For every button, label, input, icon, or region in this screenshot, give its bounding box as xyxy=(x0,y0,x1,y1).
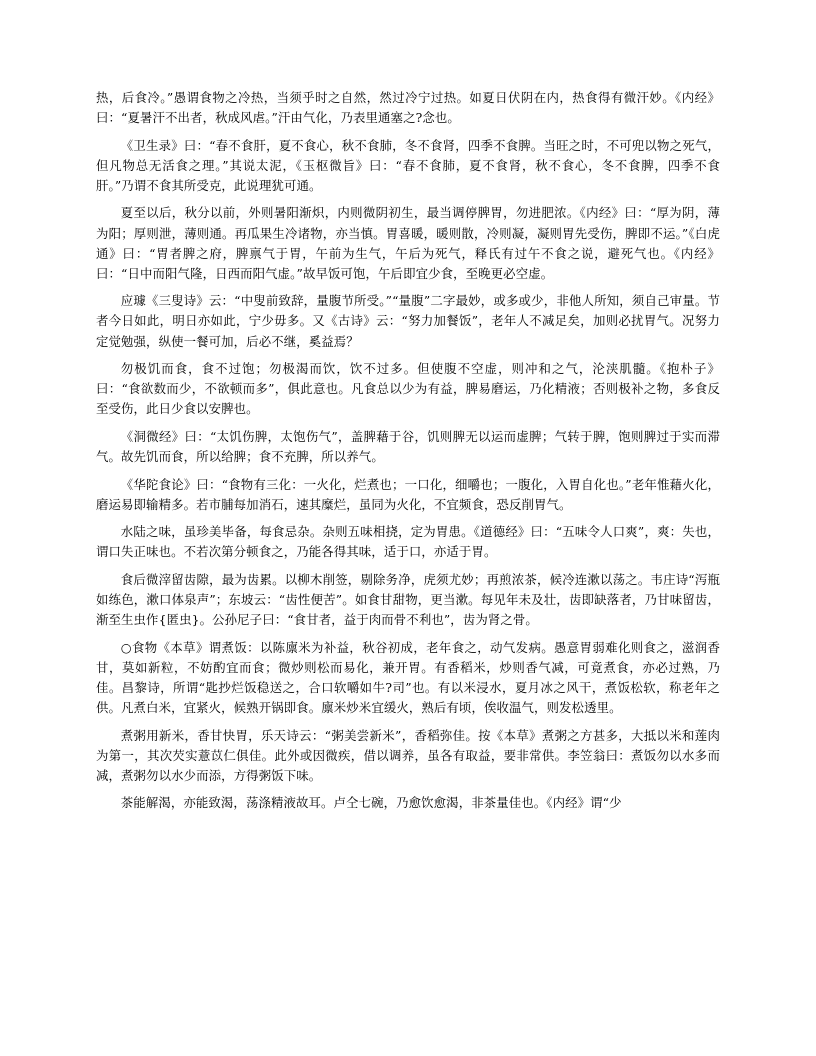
paragraph: ○食物《本草》谓煮饭：以陈廪米为补益，秋谷初成，老年食之，动气发病。愚意胃弱难化则食之，滋润香甘，莫如新粒，不妨酌宜而食；微炒则松而易化，兼开胃。有香稻米，炒则香气减，可竟煮食，亦必过熟，乃佳。昌黎诗，所谓“匙抄烂饭稳送之，合口软嚼如牛?司”也。有以米浸水，夏月冰之风干，煮饭松软，称老年之供。凡煮白米，宜紧火，候熟开锅即食。廪米炒米宜缓火，熟后有顷，俟收温气，则发松透里。 xyxy=(96,639,720,716)
paragraph: 《洞微经》曰：“太饥伤脾，太饱伤气”，盖脾藉于谷，饥则脾无以运而虚脾；气转于脾，饱则脾过于实而滞气。故先饥而食，所以给脾；食不充脾，所以养气。 xyxy=(96,428,720,464)
paragraph: 应璩《三叟诗》云：“中叟前致辞，量腹节所受。”“量腹”二字最妙，或多或少，非他人所知，须自己审量。节者今日如此，明日亦如此，宁少毋多。又《古诗》云：“努力加餐饭”，老年人不减足矣，加则必扰胃气。况努力定觉勉强，纵使一餐可加，后必不继，奚益焉？ xyxy=(96,293,720,349)
paragraph: 《卫生录》曰：“春不食肝，夏不食心，秋不食肺，冬不食肾，四季不食脾。当旺之时，不可兜以物之死气，但凡物总无活食之理。”其说太泥，《玉枢微旨》曰：“春不食肺，夏不食肾，秋不食心，冬不食脾，四季不食肝。”乃谓不食其所受克，此说理犹可通。 xyxy=(96,137,720,193)
paragraph: 水陆之味，虽珍美毕备，每食忌杂。杂则五味相挠，定为胃患。《道德经》曰：“五味令人口爽”，爽：失也，谓口失正味也。不若次第分顿食之，乃能各得其味，适于口，亦适于胃。 xyxy=(96,524,720,560)
document-body xyxy=(96,88,720,814)
paragraph: 夏至以后，秋分以前，外则暑阳渐炽，内则微阴初生，最当调停脾胃，勿进肥浓。《内经》曰：“厚为阴，薄为阳；厚则泄，薄则通。再瓜果生冷诸物，亦当慎。胃喜暖，暖则散，冷则凝，凝则胃先受伤，脾即不运。”《白虎通》曰：“胃者脾之府，脾禀气于胃，午前为生气，午后为死气，释氏有过午不食之说，避死气也。《内经》曰：“日中而阳气隆，日西而阳气虚。”故早饭可饱，午后即宜少食，至晚更必空虚。 xyxy=(96,205,720,281)
paragraph: 《华陀食论》曰：“食物有三化：一火化，烂煮也；一口化，细嚼也；一腹化，入胃自化也。”老年惟藉火化，磨运易即输精多。若市脯每加消石，速其糜烂，虽同为火化，不宜频食，恐反削胃气。 xyxy=(96,476,720,512)
paragraph: 食后微滓留齿隙，最为齿累。以柳木削签，剔除务净，虎须尤妙；再煎浓茶，候冷连漱以荡之。韦庄诗“泻瓶如练色，漱口体泉声”；东坡云：“齿性便苦”。如食甘甜物，更当漱。每见年未及壮，齿即缺落者，乃甘味留齿，渐至生虫作{匿虫}。公孙尼子曰：“食甘者，益于肉而骨不利也”，齿为肾之骨。 xyxy=(96,571,720,628)
paragraph: 热，后食冷。”愚谓食物之冷热，当须乎时之自然，然过冷宁过热。如夏日伏阴在内，热食得有微汗妙。《内经》曰：“夏暑汗不出者，秋成风虐。”汗由气化，乃表里通塞之?念也。 xyxy=(96,90,720,126)
paragraph: 勿极饥而食，食不过饱；勿极渴而饮，饮不过多。但使腹不空虚，则冲和之气，沦浃肌髓。《抱朴子》曰：“食欲数而少，不欲顿而多”，俱此意也。凡食总以少为有益，脾易磨运，乃化精液；否则极补之物，多食反至受伤，此日少食以安脾也。 xyxy=(96,361,720,417)
paragraph: 煮粥用新米，香甘快胃，乐天诗云：“粥美尝新米”，香稻弥佳。按《本草》煮粥之方甚多，大抵以米和莲肉为第一，其次芡实薏苡仁俱佳。此外或因微疾，借以调养，虽各有取益，要非常供。李笠翁曰：煮饭勿以水多而减，煮粥勿以水少而添，方得粥饭下味。 xyxy=(96,727,720,783)
paragraph: 茶能解渴，亦能致渴，荡涤精液故耳。卢仝七碗，乃愈饮愈渴，非茶量佳也。《内经》谓“少 xyxy=(120,795,622,811)
